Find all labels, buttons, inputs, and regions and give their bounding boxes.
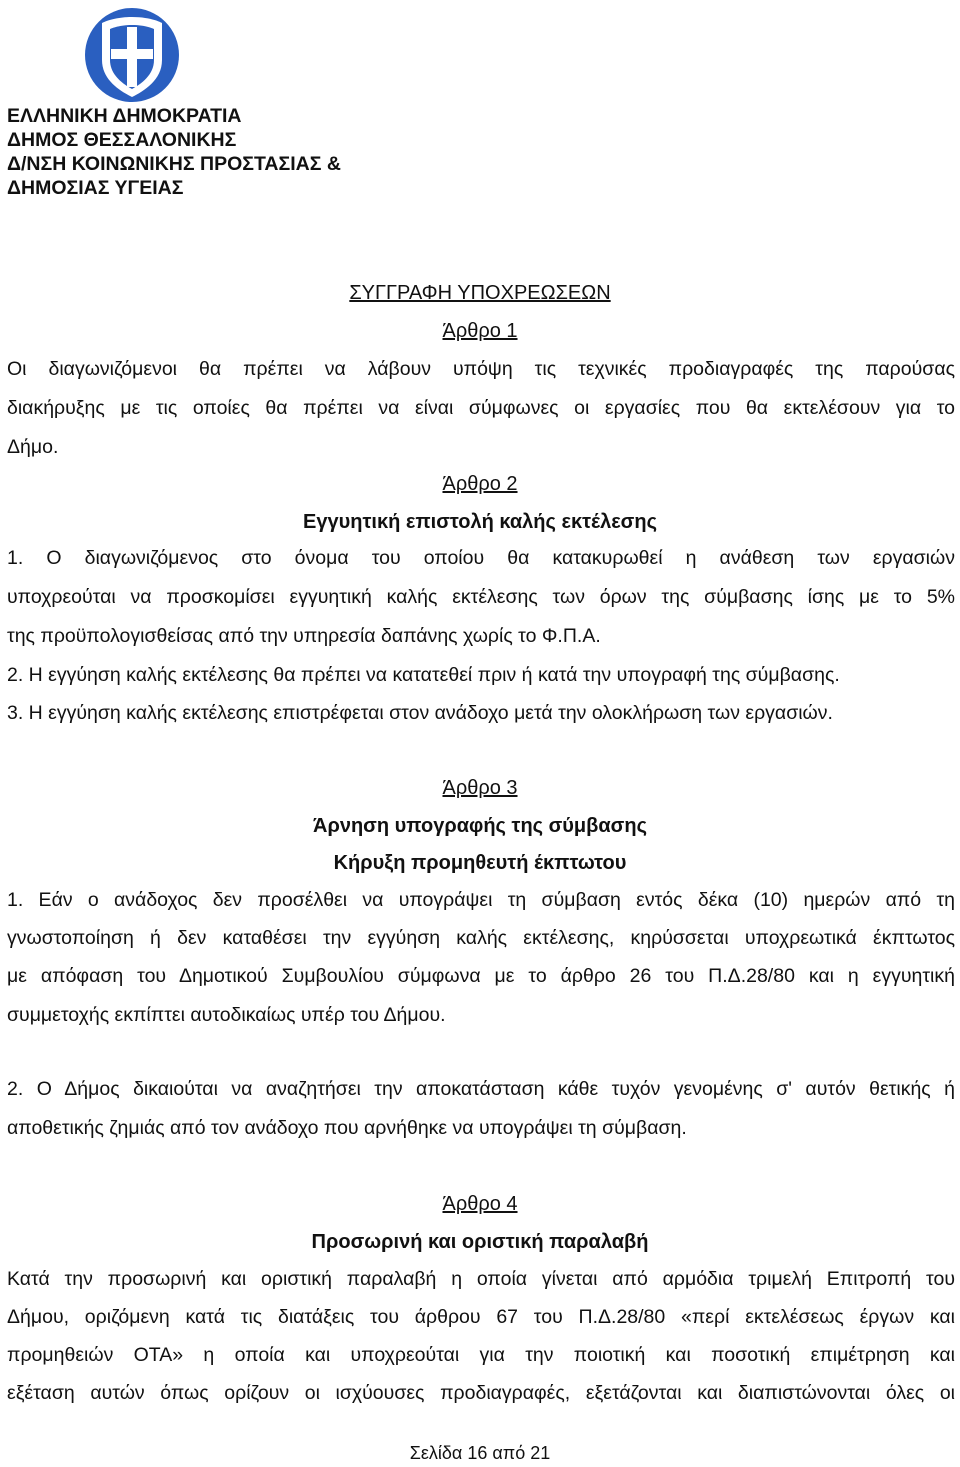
article-2-subtitle: Εγγυητική επιστολή καλής εκτέλεσης — [303, 511, 657, 533]
article-3-paragraph-line: 1. Εάν ο ανάδοχος δεν προσέλθει να υπογράψει τη σύμβαση εντός δέκα (10) ημερών από τη — [7, 889, 955, 911]
greek-emblem-icon — [82, 5, 182, 105]
article-3-heading: Άρθρο 3 — [442, 777, 518, 799]
article-2-heading: Άρθρο 2 — [442, 473, 518, 495]
page-number: Σελίδα 16 από 21 — [409, 1443, 551, 1463]
issuer-header — [7, 104, 341, 200]
header-line: ΕΛΛΗΝΙΚΗ ΔΗΜΟΚΡΑΤΙΑ — [7, 105, 242, 127]
article-4-paragraph-line: προμηθειών ΟΤΑ» η οποία και υποχρεούται για την ποιοτική και ποσοτική επιμέτρηση και — [7, 1344, 955, 1366]
article-2-paragraph-line: 1. Ο διαγωνιζόμενος στο όνομα του οποίου θα κατακυρωθεί η ανάθεση των εργασιών — [7, 547, 955, 569]
article-1-line: Δήμο. — [7, 436, 59, 458]
article-1-heading: Άρθρο 1 — [442, 320, 518, 342]
article-1-line: διακήρυξης με τις οποίες θα πρέπει να είναι σύμφωνες οι εργασίες που θα εκτελέσουν για το — [7, 397, 955, 419]
header-line: ΔΗΜΟΣΙΑΣ ΥΓΕΙΑΣ — [7, 177, 184, 199]
article-4-paragraph-line: Κατά την προσωρινή και οριστική παραλαβή η οποία γίνεται από αρμόδια τριμελή Επιτροπή του — [7, 1268, 955, 1290]
document-title: ΣΥΓΓΡΑΦΗ ΥΠΟΧΡΕΩΣΕΩΝ — [349, 282, 611, 304]
article-3-paragraph-line: γνωστοποίηση ή δεν καταθέσει την εγγύηση καλής εκτέλεσης, κηρύσσεται υποχρεωτικά έκπτωτος — [7, 927, 955, 949]
article-4-subtitle: Προσωρινή και οριστική παραλαβή — [311, 1231, 649, 1253]
header-line: ΔΗΜΟΣ ΘΕΣΣΑΛΟΝΙΚΗΣ — [7, 129, 237, 151]
article-3-paragraph-line: 2. Ο Δήμος δικαιούται να αναζητήσει την αποκατάσταση κάθε τυχόν γενομένης σ' αυτόν θετικής ή — [7, 1078, 955, 1100]
article-3-paragraph-line: αποθετικής ζημιάς από τον ανάδοχο που αρνήθηκε να υπογράψει τη σύμβαση. — [7, 1117, 687, 1139]
article-4-heading: Άρθρο 4 — [442, 1193, 518, 1215]
article-3-subtitle: Άρνηση υπογραφής της σύμβασης — [313, 815, 647, 837]
header-line: Δ/ΝΣΗ ΚΟΙΝΩΝΙΚΗΣ ΠΡΟΣΤΑΣΙΑΣ & — [7, 153, 341, 175]
article-3-paragraph-line: με απόφαση του Δημοτικού Συμβουλίου σύμφωνα με το άρθρο 26 του Π.Δ.28/80 και η εγγυητική — [7, 965, 955, 987]
article-2-paragraph-line: 3. Η εγγύηση καλής εκτέλεσης επιστρέφεται στον ανάδοχο μετά την ολοκλήρωση των εργασιών. — [7, 702, 833, 724]
article-2-paragraph-line: υποχρεούται να προσκομίσει εγγυητική καλής εκτέλεσης των όρων της σύμβασης ίσης με το 5% — [7, 586, 955, 608]
article-2-paragraph-line: της προϋπολογισθείσας από την υπηρεσία δαπάνης χωρίς το Φ.Π.Α. — [7, 625, 601, 647]
article-2-paragraph-line: 2. Η εγγύηση καλής εκτέλεσης θα πρέπει να κατατεθεί πριν ή κατά την υπογραφή της σύμβασης. — [7, 664, 840, 686]
article-1-line: Οι διαγωνιζόμενοι θα πρέπει να λάβουν υπόψη τις τεχνικές προδιαγραφές της παρούσας — [7, 358, 955, 380]
article-4-paragraph-line: Δήμου, οριζόμενη κατά τις διατάξεις του άρθρου 67 του Π.Δ.28/80 «περί εκτελέσεως έργων και — [7, 1306, 955, 1328]
article-3-paragraph-line: συμμετοχής εκπίπτει αυτοδικαίως υπέρ του Δήμου. — [7, 1004, 446, 1026]
article-4-paragraph-line: εξέταση αυτών όπως ορίζουν οι ισχύουσες προδιαγραφές, εξετάζονται και διαπιστώνονται όλες οι — [7, 1382, 955, 1404]
article-3-subtitle: Κήρυξη προμηθευτή έκπτωτου — [333, 852, 627, 874]
